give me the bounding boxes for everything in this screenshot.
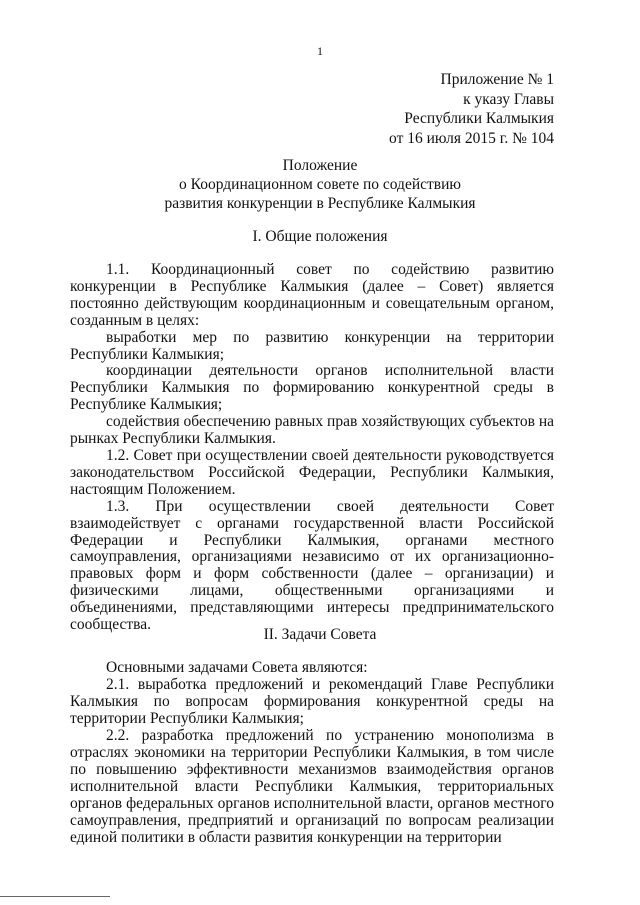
- title-line: о Координационном совете по содействию: [179, 176, 461, 193]
- section-1-body: [70, 262, 554, 634]
- title-line: развития конкуренции в Республике Калмыкия: [164, 195, 476, 212]
- document-title: [0, 156, 640, 213]
- paragraph: содействия обеспечению равных прав хозяйствующих субъектов на рынках Республики Калмыкия.: [70, 413, 554, 448]
- section-2-body: [70, 660, 554, 846]
- appendix-line: Республики Калмыкия: [404, 110, 554, 127]
- paragraph: выработки мер по развитию конкуренции на территории Республики Калмыкия;: [70, 328, 554, 363]
- paragraph: Основными задачами Совета являются:: [106, 659, 368, 676]
- appendix-line: Приложение № 1: [440, 71, 554, 88]
- appendix-block: [389, 70, 554, 148]
- paragraph: 1.3. При осуществлении своей деятельности Совет взаимодействует с органами государственной власти Российской Федерации и Республики Калмыкия, органами местного самоуправления, организациями независимо от их организационно-правовых форм и форм собственности (далее – организации) и физическими лицами, общественными организациями и объединениями, представляющими интересы предпринимательского сообщества.: [70, 497, 554, 634]
- paragraph: 2.2. разработка предложений по устранению монополизма в отраслях экономики на территории Республики Калмыкия, в том числе по повышению эффективности механизмов взаимодействия органов исполнительной власти Республики Калмыкия, территориальных органов федеральных органов исполнительной власти, органов местного самоуправления, предприятий и организаций по вопросам реализации единой политики в области развития конкуренции на территории: [70, 726, 554, 846]
- footer-line: [0, 896, 110, 897]
- section-heading-2: II. Задачи Совета: [263, 626, 377, 643]
- appendix-line: к указу Главы: [463, 90, 554, 108]
- paragraph: 1.2. Совет при осуществлении своей деятельности руководствуется законодательством Российской Федерации, Республики Калмыкия, настоящим Положением.: [70, 446, 554, 498]
- page-number: 1: [317, 44, 323, 58]
- paragraph: 1.1. Координационный совет по содействию развитию конкуренции в Республике Калмыкия (далее – Совет) является постоянно действующим координационным и совещательным органом, созданным в целях:: [70, 261, 554, 329]
- section-heading-1: I. Общие положения: [252, 228, 388, 245]
- paragraph: координации деятельности органов исполнительной власти Республики Калмыкия по формированию конкурентной среды в Республике Калмыкия;: [70, 362, 554, 414]
- paragraph: 2.1. выработка предложений и рекомендаций Главе Республики Калмыкия по вопросам формирования конкурентной среды на территории Республики Калмыкия;: [70, 675, 554, 727]
- title-line: Положение: [282, 157, 358, 174]
- appendix-line: от 16 июля 2015 г. № 104: [389, 129, 554, 147]
